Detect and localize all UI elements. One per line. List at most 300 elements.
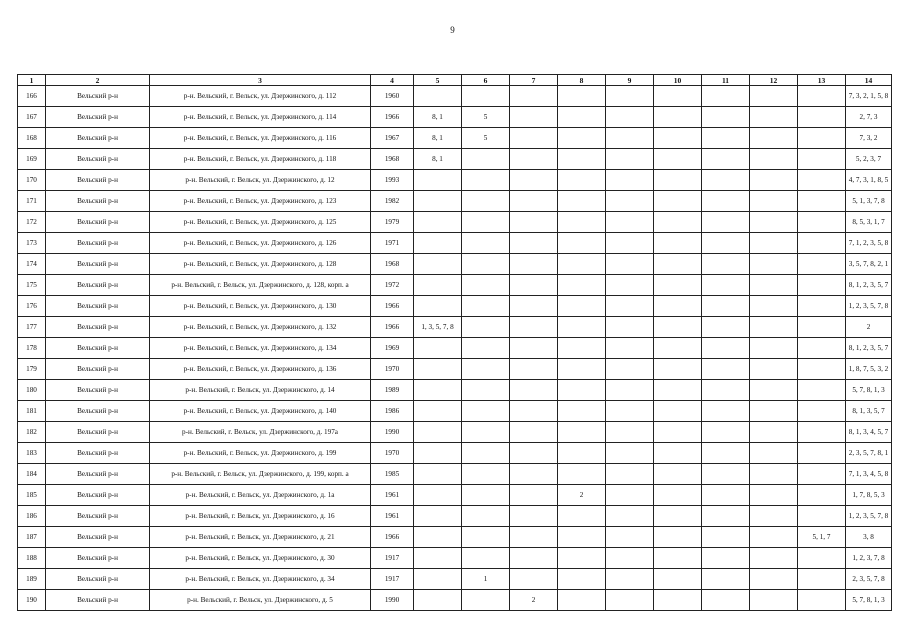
table-cell <box>510 191 558 212</box>
table-cell <box>702 422 750 443</box>
table-cell <box>606 590 654 611</box>
table-cell <box>558 254 606 275</box>
table-cell <box>510 359 558 380</box>
table-cell <box>462 149 510 170</box>
data-table <box>17 74 892 611</box>
table-cell <box>414 590 462 611</box>
table-cell: 1960 <box>371 86 414 107</box>
table-cell <box>798 401 846 422</box>
table-row <box>18 275 892 296</box>
table-cell: 1982 <box>371 191 414 212</box>
table-cell <box>798 86 846 107</box>
column-header-10: 10 <box>654 75 702 86</box>
table-cell <box>414 464 462 485</box>
table-cell <box>798 590 846 611</box>
column-header-9: 9 <box>606 75 654 86</box>
table-cell <box>510 254 558 275</box>
table-cell: 1, 8, 7, 5, 3, 2 <box>846 359 892 380</box>
table-cell <box>606 527 654 548</box>
table-row <box>18 548 892 569</box>
table-cell <box>558 506 606 527</box>
column-header-2: 2 <box>46 75 150 86</box>
table-cell <box>414 254 462 275</box>
table-cell <box>702 443 750 464</box>
table-cell <box>606 338 654 359</box>
table-cell <box>702 548 750 569</box>
header-row <box>18 75 892 86</box>
table-cell <box>558 380 606 401</box>
table-cell <box>654 590 702 611</box>
table-cell: 8, 1, 3, 4, 5, 7 <box>846 422 892 443</box>
table-cell: Вельский р-н <box>46 107 150 128</box>
table-cell: р-н. Вельский, г. Вельск, ул. Дзержинского, д. 125 <box>150 212 371 233</box>
table-cell: р-н. Вельский, г. Вельск, ул. Дзержинского, д. 30 <box>150 548 371 569</box>
table-cell <box>702 590 750 611</box>
table-cell: р-н. Вельский, г. Вельск, ул. Дзержинского, д. 128, корп. а <box>150 275 371 296</box>
table-cell <box>462 359 510 380</box>
table-cell <box>510 275 558 296</box>
table-cell <box>606 380 654 401</box>
table-cell: Вельский р-н <box>46 359 150 380</box>
table-cell <box>606 569 654 590</box>
table-cell: Вельский р-н <box>46 191 150 212</box>
table-cell: р-н. Вельский, г. Вельск, ул. Дзержинского, д. 132 <box>150 317 371 338</box>
table-cell: Вельский р-н <box>46 149 150 170</box>
table-cell: 7, 3, 2 <box>846 128 892 149</box>
table-cell <box>558 590 606 611</box>
table-cell <box>606 296 654 317</box>
table-cell: Вельский р-н <box>46 380 150 401</box>
table-cell <box>510 464 558 485</box>
table-cell: р-н. Вельский, г. Вельск, ул. Дзержинского, д. 136 <box>150 359 371 380</box>
table-cell: 174 <box>18 254 46 275</box>
table-cell: 166 <box>18 86 46 107</box>
table-cell <box>654 464 702 485</box>
table-cell <box>702 275 750 296</box>
table-cell <box>462 548 510 569</box>
table-cell <box>414 380 462 401</box>
table-cell: 175 <box>18 275 46 296</box>
table-cell: 5, 1, 7 <box>798 527 846 548</box>
table-cell <box>654 254 702 275</box>
table-cell: 182 <box>18 422 46 443</box>
table-cell <box>798 275 846 296</box>
table-cell: р-н. Вельский, г. Вельск, ул. Дзержинского, д. 199 <box>150 443 371 464</box>
table-cell <box>558 401 606 422</box>
table-cell <box>414 191 462 212</box>
table-cell <box>558 443 606 464</box>
table-cell <box>798 506 846 527</box>
table-cell <box>510 338 558 359</box>
table-cell <box>654 317 702 338</box>
table-cell <box>606 317 654 338</box>
table-cell <box>750 569 798 590</box>
table-row <box>18 128 892 149</box>
table-row <box>18 590 892 611</box>
table-cell: 8, 1, 2, 3, 5, 7 <box>846 275 892 296</box>
table-cell: Вельский р-н <box>46 212 150 233</box>
table-cell: 1968 <box>371 149 414 170</box>
column-header-7: 7 <box>510 75 558 86</box>
table-row <box>18 485 892 506</box>
table-cell <box>750 128 798 149</box>
table-cell <box>750 590 798 611</box>
table-row <box>18 527 892 548</box>
table-cell <box>750 107 798 128</box>
table-cell <box>606 443 654 464</box>
table-cell: 1971 <box>371 233 414 254</box>
table-cell: 178 <box>18 338 46 359</box>
table-cell <box>462 443 510 464</box>
column-header-11: 11 <box>702 75 750 86</box>
table-cell <box>510 422 558 443</box>
table-cell <box>750 380 798 401</box>
table-cell: 1979 <box>371 212 414 233</box>
table-cell: р-н. Вельский, г. Вельск, ул. Дзержинского, д. 118 <box>150 149 371 170</box>
table-cell <box>654 191 702 212</box>
table-row <box>18 149 892 170</box>
table-cell <box>606 359 654 380</box>
table-cell <box>702 254 750 275</box>
table-cell: 1972 <box>371 275 414 296</box>
table-cell <box>654 422 702 443</box>
table-cell <box>798 128 846 149</box>
column-header-8: 8 <box>558 75 606 86</box>
table-cell: 8, 1, 2, 3, 5, 7 <box>846 338 892 359</box>
table-cell: 176 <box>18 296 46 317</box>
table-cell <box>750 485 798 506</box>
table-cell <box>654 86 702 107</box>
table-cell <box>558 86 606 107</box>
table-cell <box>462 338 510 359</box>
table-cell <box>750 275 798 296</box>
table-cell <box>798 569 846 590</box>
table-cell: 2, 3, 5, 7, 8, 1 <box>846 443 892 464</box>
table-row <box>18 422 892 443</box>
table-row <box>18 401 892 422</box>
table-cell <box>798 149 846 170</box>
table-cell: р-н. Вельский, г. Вельск, ул. Дзержинского, д. 14 <box>150 380 371 401</box>
table-cell <box>558 548 606 569</box>
table-cell <box>558 170 606 191</box>
table-row <box>18 254 892 275</box>
table-cell: 181 <box>18 401 46 422</box>
table-cell <box>510 485 558 506</box>
table-cell: 1968 <box>371 254 414 275</box>
table-cell <box>654 296 702 317</box>
table-row <box>18 464 892 485</box>
table-cell: 5, 2, 3, 7 <box>846 149 892 170</box>
table-cell <box>750 317 798 338</box>
table-cell: 1961 <box>371 506 414 527</box>
table-cell: 190 <box>18 590 46 611</box>
table-cell: р-н. Вельский, г. Вельск, ул. Дзержинского, д. 5 <box>150 590 371 611</box>
table-cell: 187 <box>18 527 46 548</box>
table-cell <box>702 338 750 359</box>
table-cell <box>702 401 750 422</box>
table-cell <box>462 296 510 317</box>
table-cell <box>558 359 606 380</box>
table-cell: 172 <box>18 212 46 233</box>
table-cell <box>510 569 558 590</box>
table-cell <box>750 296 798 317</box>
table-cell: 3, 8 <box>846 527 892 548</box>
table-cell <box>654 548 702 569</box>
table-cell <box>702 464 750 485</box>
table-cell: 185 <box>18 485 46 506</box>
table-cell <box>606 464 654 485</box>
table-cell <box>462 275 510 296</box>
table-cell: 177 <box>18 317 46 338</box>
table-cell: Вельский р-н <box>46 170 150 191</box>
table-cell <box>750 212 798 233</box>
table-cell: Вельский р-н <box>46 548 150 569</box>
table-cell <box>750 464 798 485</box>
table-cell <box>702 86 750 107</box>
table-cell: 1989 <box>371 380 414 401</box>
table-cell <box>750 233 798 254</box>
table-cell: 7, 1, 2, 3, 5, 8 <box>846 233 892 254</box>
table-cell <box>606 191 654 212</box>
table-row <box>18 86 892 107</box>
table-cell <box>606 170 654 191</box>
table-cell <box>798 338 846 359</box>
table-cell: 1917 <box>371 548 414 569</box>
table-cell: 2, 3, 5, 7, 8 <box>846 569 892 590</box>
table-cell: 8, 5, 3, 1, 7 <box>846 212 892 233</box>
table-row <box>18 107 892 128</box>
table-cell: 173 <box>18 233 46 254</box>
table-cell <box>606 107 654 128</box>
table-cell <box>750 506 798 527</box>
table-cell <box>510 401 558 422</box>
table-cell: Вельский р-н <box>46 422 150 443</box>
table-cell: 169 <box>18 149 46 170</box>
table-cell <box>606 485 654 506</box>
table-cell <box>558 191 606 212</box>
table-row <box>18 443 892 464</box>
table-cell: 1990 <box>371 590 414 611</box>
table-cell <box>750 401 798 422</box>
table-cell <box>798 485 846 506</box>
table-cell <box>558 338 606 359</box>
table-cell: 8, 1 <box>414 107 462 128</box>
table-cell: 1966 <box>371 296 414 317</box>
table-cell <box>414 506 462 527</box>
table-cell: 5, 7, 8, 1, 3 <box>846 590 892 611</box>
table-cell: р-н. Вельский, г. Вельск, ул. Дзержинского, д. 1а <box>150 485 371 506</box>
table-cell <box>750 359 798 380</box>
table-cell: р-н. Вельский, г. Вельск, ул. Дзержинского, д. 140 <box>150 401 371 422</box>
column-header-5: 5 <box>414 75 462 86</box>
table-cell <box>606 422 654 443</box>
table-cell <box>798 548 846 569</box>
table-cell: 5 <box>462 107 510 128</box>
table-row <box>18 380 892 401</box>
table-cell <box>510 233 558 254</box>
table-cell <box>798 233 846 254</box>
table-cell <box>606 401 654 422</box>
table-cell <box>462 527 510 548</box>
table-cell: р-н. Вельский, г. Вельск, ул. Дзержинского, д. 12 <box>150 170 371 191</box>
table-cell <box>654 485 702 506</box>
table-cell <box>462 485 510 506</box>
table-cell <box>798 317 846 338</box>
table-cell <box>414 233 462 254</box>
table-cell <box>414 443 462 464</box>
table-cell <box>510 86 558 107</box>
page-number: 9 <box>450 25 455 35</box>
table-cell <box>606 506 654 527</box>
table-cell <box>750 548 798 569</box>
table-cell <box>462 380 510 401</box>
table-cell <box>702 296 750 317</box>
table-cell <box>558 296 606 317</box>
table-cell: 1970 <box>371 443 414 464</box>
table-cell: Вельский р-н <box>46 401 150 422</box>
table-cell: 168 <box>18 128 46 149</box>
table-cell: р-н. Вельский, г. Вельск, ул. Дзержинского, д. 128 <box>150 254 371 275</box>
table-cell <box>606 275 654 296</box>
table-cell: 2 <box>510 590 558 611</box>
table-cell <box>414 86 462 107</box>
table-cell: 179 <box>18 359 46 380</box>
table-cell <box>702 191 750 212</box>
column-header-1: 1 <box>18 75 46 86</box>
table-cell <box>702 170 750 191</box>
table-cell: 1, 2, 3, 5, 7, 8 <box>846 506 892 527</box>
table-cell: 1966 <box>371 317 414 338</box>
table-cell: р-н. Вельский, г. Вельск, ул. Дзержинского, д. 197а <box>150 422 371 443</box>
table-cell <box>798 191 846 212</box>
table-cell <box>510 548 558 569</box>
table-cell <box>798 296 846 317</box>
column-header-13: 13 <box>798 75 846 86</box>
table-cell: 1961 <box>371 485 414 506</box>
table-cell <box>558 317 606 338</box>
table-cell <box>654 401 702 422</box>
table-cell: Вельский р-н <box>46 128 150 149</box>
table-cell <box>654 380 702 401</box>
table-cell <box>558 569 606 590</box>
table-cell: 1970 <box>371 359 414 380</box>
table-cell <box>414 569 462 590</box>
table-cell <box>654 527 702 548</box>
table-cell: 188 <box>18 548 46 569</box>
table-cell: Вельский р-н <box>46 233 150 254</box>
table-cell <box>414 338 462 359</box>
table-cell <box>750 527 798 548</box>
table-cell: Вельский р-н <box>46 569 150 590</box>
table-cell <box>798 107 846 128</box>
table-cell <box>798 170 846 191</box>
table-cell <box>654 170 702 191</box>
table-cell: р-н. Вельский, г. Вельск, ул. Дзержинского, д. 16 <box>150 506 371 527</box>
table-cell <box>606 212 654 233</box>
table-cell <box>654 506 702 527</box>
table-cell <box>558 464 606 485</box>
table-cell: Вельский р-н <box>46 485 150 506</box>
table-cell: 2, 7, 3 <box>846 107 892 128</box>
table-cell <box>414 359 462 380</box>
table-body <box>18 86 892 611</box>
table-cell: 2 <box>558 485 606 506</box>
table-cell: Вельский р-н <box>46 275 150 296</box>
table-cell <box>510 443 558 464</box>
table-cell: Вельский р-н <box>46 506 150 527</box>
table-cell: Вельский р-н <box>46 296 150 317</box>
table-cell <box>462 401 510 422</box>
table-cell <box>750 443 798 464</box>
table-cell: 1, 2, 3, 7, 8 <box>846 548 892 569</box>
table-cell <box>414 422 462 443</box>
table-cell: 7, 1, 3, 4, 5, 8 <box>846 464 892 485</box>
table-cell: Вельский р-н <box>46 338 150 359</box>
table-cell <box>750 149 798 170</box>
table-cell <box>510 296 558 317</box>
table-cell <box>462 464 510 485</box>
table-row <box>18 191 892 212</box>
table-cell <box>462 590 510 611</box>
table-cell <box>702 506 750 527</box>
table-cell: 189 <box>18 569 46 590</box>
table-cell <box>414 527 462 548</box>
table-cell: 2 <box>846 317 892 338</box>
table-cell <box>462 212 510 233</box>
column-header-14: 14 <box>846 75 892 86</box>
table-cell <box>558 149 606 170</box>
table-cell <box>414 485 462 506</box>
table-cell <box>510 380 558 401</box>
table-cell: 171 <box>18 191 46 212</box>
table-row <box>18 212 892 233</box>
table-cell: р-н. Вельский, г. Вельск, ул. Дзержинского, д. 116 <box>150 128 371 149</box>
table-cell <box>558 422 606 443</box>
table-cell <box>798 254 846 275</box>
table-cell <box>462 422 510 443</box>
table-cell <box>414 401 462 422</box>
table-cell <box>798 422 846 443</box>
table-cell <box>750 170 798 191</box>
table-cell <box>654 149 702 170</box>
table-cell <box>702 485 750 506</box>
table-cell <box>654 275 702 296</box>
table-cell <box>606 254 654 275</box>
table-cell: р-н. Вельский, г. Вельск, ул. Дзержинского, д. 130 <box>150 296 371 317</box>
table-cell <box>654 233 702 254</box>
table-cell <box>558 527 606 548</box>
table-cell <box>510 527 558 548</box>
table-cell <box>510 149 558 170</box>
table-cell: р-н. Вельский, г. Вельск, ул. Дзержинского, д. 199, корп. а <box>150 464 371 485</box>
table-cell <box>798 443 846 464</box>
table-row <box>18 170 892 191</box>
column-header-4: 4 <box>371 75 414 86</box>
table-cell: Вельский р-н <box>46 464 150 485</box>
table-cell <box>462 191 510 212</box>
table-cell <box>798 359 846 380</box>
table-cell <box>798 464 846 485</box>
table-cell <box>414 296 462 317</box>
table-row <box>18 506 892 527</box>
table-cell: р-н. Вельский, г. Вельск, ул. Дзержинского, д. 123 <box>150 191 371 212</box>
table-cell <box>702 359 750 380</box>
table-cell <box>606 86 654 107</box>
table-cell <box>750 86 798 107</box>
table-cell: 183 <box>18 443 46 464</box>
table-cell <box>558 107 606 128</box>
table-cell: 1967 <box>371 128 414 149</box>
